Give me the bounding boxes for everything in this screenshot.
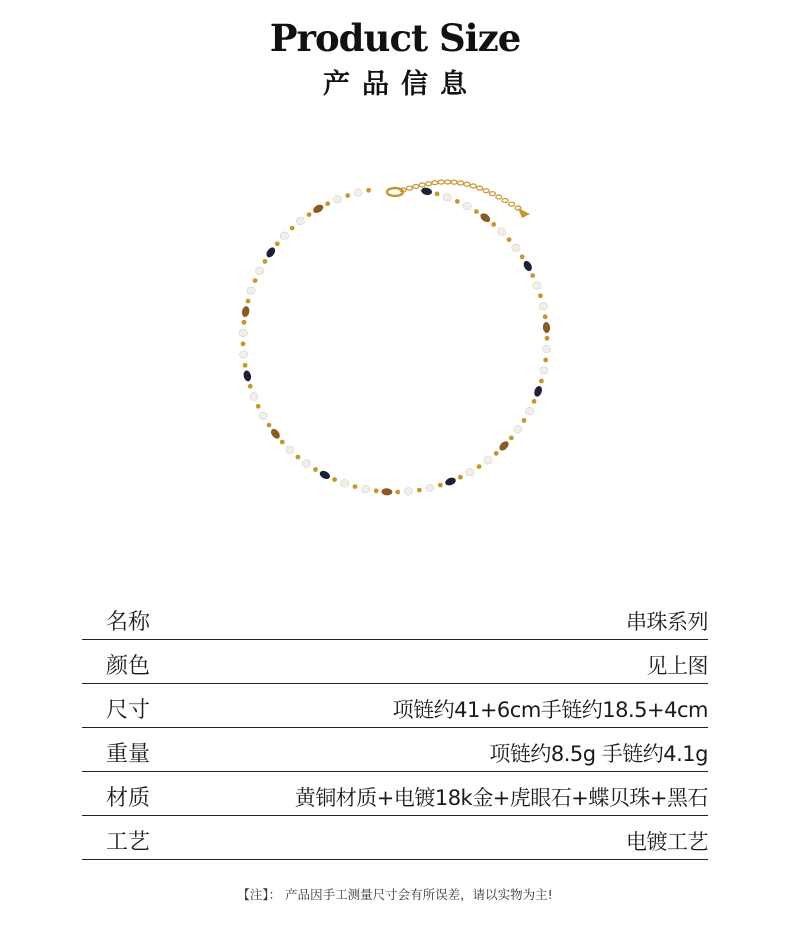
black-stone-bead	[420, 187, 432, 196]
gold-bead	[263, 259, 268, 264]
spec-label: 颜色	[106, 654, 151, 679]
gold-bead	[253, 278, 258, 283]
beaded-necklace-image	[220, 170, 570, 510]
gold-bead	[474, 209, 479, 214]
chain-link	[477, 186, 483, 190]
spec-value: 黄铜材质+电镀18k金+虎眼石+蝶贝珠+黑石	[294, 786, 708, 810]
gold-bead	[417, 488, 422, 493]
pearl-bead	[361, 485, 369, 493]
spec-value: 电镀工艺	[626, 830, 708, 854]
spec-value: 项链约41+6cm手链约18.5+4cm	[392, 698, 708, 722]
tiger-eye-bead	[542, 322, 550, 334]
pearl-bead	[247, 287, 255, 295]
chain-link	[496, 195, 502, 199]
pearl-bead	[239, 329, 247, 337]
gold-bead	[246, 299, 251, 304]
spec-row-craft	[82, 816, 708, 860]
gold-bead	[395, 490, 400, 495]
gold-bead	[345, 193, 350, 198]
black-stone-bead	[533, 385, 543, 398]
spec-label: 名称	[106, 610, 151, 635]
pearl-bead	[240, 351, 248, 359]
page-subtitle: 产品信息	[323, 69, 479, 100]
tiger-eye-bead	[381, 488, 392, 496]
chain-link	[419, 183, 425, 187]
spec-row-name	[82, 596, 708, 640]
spec-value: 见上图	[646, 654, 708, 678]
chain-link	[458, 181, 464, 185]
gold-bead	[532, 399, 537, 404]
pearl-bead	[354, 189, 362, 197]
pearl-bead	[426, 484, 434, 492]
pearl-bead	[296, 217, 304, 225]
black-stone-bead	[318, 469, 331, 480]
pearl-bead	[333, 196, 341, 204]
gold-bead	[296, 455, 301, 460]
gold-bead	[509, 436, 514, 441]
black-stone-bead	[242, 370, 252, 382]
gold-bead	[243, 363, 248, 368]
gold-bead	[248, 384, 253, 389]
chain-link	[406, 186, 412, 190]
gold-bead	[494, 451, 499, 456]
gold-bead	[325, 201, 330, 206]
chain-link	[445, 180, 451, 184]
black-stone-bead	[522, 259, 534, 272]
pearl-bead	[540, 367, 548, 375]
chain-link	[502, 199, 508, 203]
tiger-eye-bead	[498, 439, 511, 452]
gold-bead	[241, 341, 246, 346]
tiger-eye-bead	[312, 203, 325, 215]
tiger-eye-bead	[241, 306, 250, 318]
spec-row-size	[82, 684, 708, 728]
chain-link	[470, 184, 476, 188]
gold-bead	[267, 423, 272, 428]
chain-link	[426, 182, 432, 186]
chain-link	[489, 192, 495, 196]
chain-end-tag	[518, 208, 530, 218]
chain-link	[464, 182, 470, 186]
gold-bead	[545, 336, 550, 341]
gold-bead	[477, 464, 482, 469]
spec-row-color	[82, 640, 708, 684]
pearl-bead	[259, 412, 267, 420]
pearl-bead	[250, 393, 258, 401]
gold-bead	[290, 226, 295, 231]
spec-label: 材质	[106, 786, 151, 811]
gold-bead	[374, 488, 379, 493]
footnote: 【注】： 产品因手工测量尺寸会有所误差，请以实物为主!	[237, 887, 553, 902]
pearl-bead	[514, 426, 522, 434]
gold-bead	[543, 314, 548, 319]
spec-label: 尺寸	[106, 698, 151, 723]
gold-bead	[332, 477, 337, 482]
pearl-bead	[533, 282, 541, 290]
pearl-bead	[484, 457, 492, 465]
pearl-bead	[525, 407, 533, 415]
gold-bead	[435, 192, 440, 197]
spec-value: 项链约8.5g 手链约4.1g	[489, 742, 708, 766]
black-stone-bead	[265, 246, 277, 259]
pearl-bead	[543, 345, 551, 353]
tiger-eye-bead	[269, 427, 281, 440]
tiger-eye-bead	[479, 212, 492, 224]
page-title: Product Size	[269, 16, 521, 60]
spec-value: 串珠系列	[626, 610, 708, 634]
gold-bead	[507, 237, 512, 242]
gold-bead	[353, 484, 358, 489]
chain-link	[438, 180, 444, 184]
pearl-bead	[255, 267, 263, 275]
pearl-bead	[286, 446, 294, 454]
pearl-bead	[466, 468, 474, 476]
pearl-bead	[341, 480, 349, 488]
chain-link	[483, 189, 489, 193]
gold-bead	[539, 379, 544, 384]
gold-bead	[530, 273, 535, 278]
chain-link	[509, 202, 515, 206]
gold-bead	[520, 254, 525, 259]
gold-bead	[275, 241, 280, 246]
spec-label: 工艺	[106, 830, 151, 855]
gold-bead	[538, 293, 543, 298]
pearl-bead	[280, 232, 288, 240]
spec-label: 重量	[106, 742, 151, 767]
chain-link	[432, 181, 438, 185]
pearl-bead	[539, 302, 547, 310]
pearl-bead	[463, 202, 471, 210]
gold-bead	[522, 418, 527, 423]
gold-bead	[307, 212, 312, 217]
gold-bead	[543, 358, 548, 363]
spec-row-material	[82, 772, 708, 816]
pearl-bead	[498, 228, 506, 236]
chain-link	[413, 185, 419, 189]
pearl-bead	[302, 460, 310, 468]
pearl-bead	[512, 244, 520, 252]
bead-strand	[239, 187, 551, 496]
gold-bead	[455, 199, 460, 204]
chain-link	[451, 180, 457, 184]
gold-bead	[491, 222, 496, 227]
extender-chain	[387, 180, 530, 218]
spec-table	[82, 596, 708, 860]
gold-bead	[458, 475, 463, 480]
gold-bead	[366, 188, 371, 193]
gold-bead	[256, 404, 261, 409]
pearl-bead	[443, 194, 451, 202]
pearl-bead	[404, 488, 412, 496]
gold-bead	[438, 483, 443, 488]
black-stone-bead	[444, 476, 457, 487]
gold-bead	[313, 467, 318, 472]
spec-row-weight	[82, 728, 708, 772]
gold-bead	[280, 440, 285, 445]
gold-bead	[242, 320, 247, 325]
